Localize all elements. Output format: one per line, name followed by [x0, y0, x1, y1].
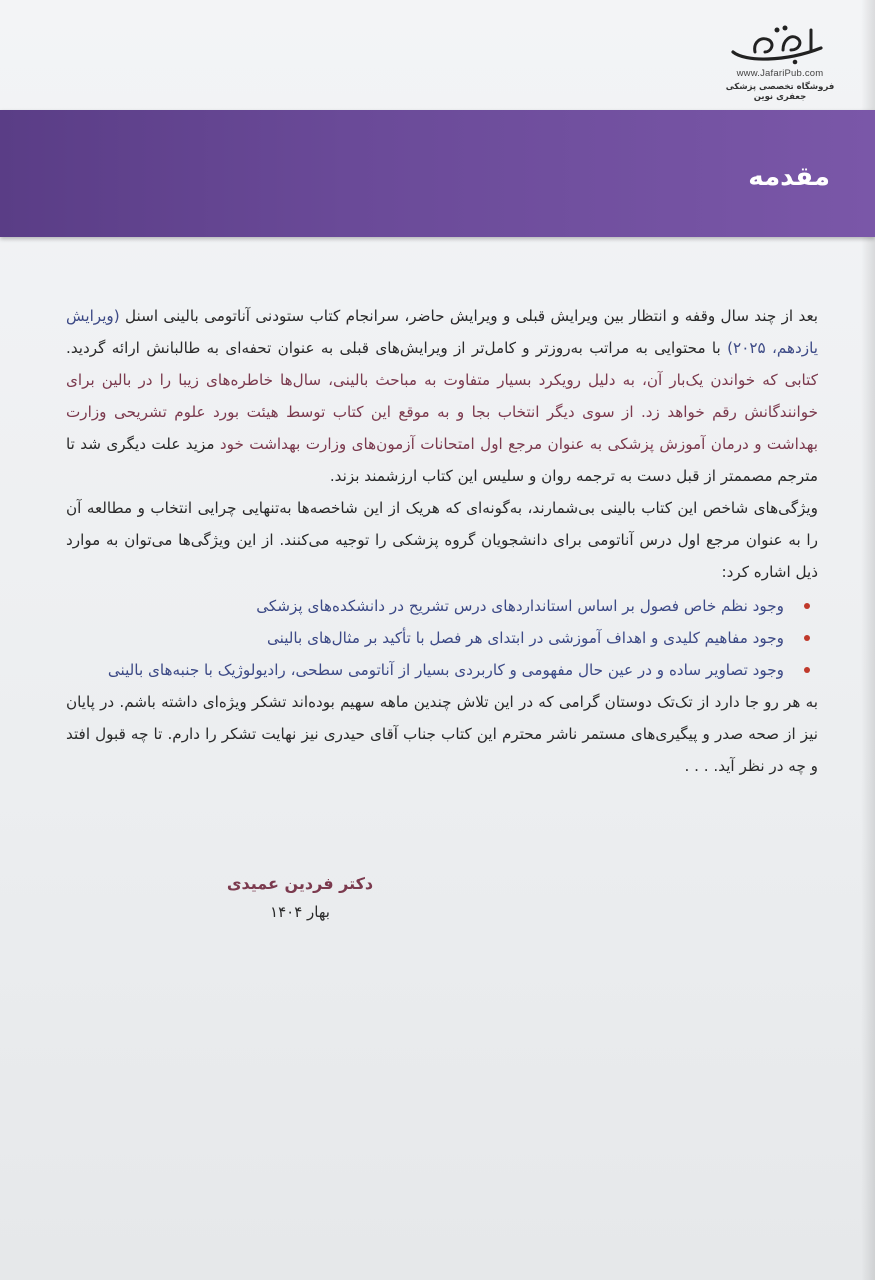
- edition-note: (ویرایش یازدهم، ۲۰۲۵): [66, 307, 818, 357]
- chapter-banner: [0, 110, 875, 237]
- page-title: مقدمه: [748, 162, 830, 192]
- bullet-icon: [804, 667, 810, 673]
- list-item-text: وجود مفاهیم کلیدی و اهداف آموزشی در ابتدای هر فصل با تأکید بر مثال‌های بالینی: [266, 629, 784, 647]
- signature-date: بهار ۱۴۰۴: [270, 903, 330, 921]
- jafari-logo-icon: [725, 22, 835, 66]
- feature-list: [66, 590, 818, 686]
- list-item: [66, 590, 818, 622]
- publisher-tagline: فروشگاه تخصصی پزشکی جعفری نوین: [725, 82, 835, 102]
- bullet-icon: [804, 635, 810, 641]
- list-item: [66, 622, 818, 654]
- bullet-icon: [804, 603, 810, 609]
- paragraph-intro: [66, 300, 818, 492]
- paragraph-features: ویژگی‌های شاخص این کتاب بالینی بی‌شمارند، به‌گونه‌ای که هریک از این شاخصه‌ها به‌تنهایی چرایی انتخاب و مطالعه آن را به عنوان مرجع اول درس آناتومی برای دانشجویان گروه پزشکی را توجیه می‌کنند. از این ویژگی‌ها می‌توان به موارد ذیل اشاره کرد:: [66, 499, 818, 581]
- publisher-logo: [715, 22, 845, 102]
- intro-text-4: مزید علت دیگری شد تا مترجم مصممتر از قبل دست به ترجمه روان و سلیس این کتاب ارزشمند بزند.: [66, 435, 818, 485]
- list-item-text: وجود تصاویر ساده و در عین حال مفهومی و کاربردی بسیار از آناتومی سطحی، رادیولوژیک با جنبه‌های بالینی: [107, 661, 784, 679]
- intro-text-3: کتابی که خواندن یک‌بار آن، به دلیل رویکرد بسیار متفاوت به مباحث بالینی، سال‌ها خاطره‌های زیبا را در بالین برای خوانندگانش رقم خواهد زد. از سوی دیگر انتخاب بجا و به موقع این کتاب توسط هیئت بورد علوم تشریحی وزارت بهداشت و درمان آموزش پزشکی به عنوان مرجع اول امتحانات آزمون‌های وزارت بهداشت خود: [66, 371, 818, 453]
- signature-block: [0, 874, 600, 921]
- list-item: [66, 654, 818, 686]
- publisher-url: www.JafariPub.com: [736, 68, 824, 79]
- intro-text-1: بعد از چند سال وقفه و انتظار بین ویرایش قبلی و ویرایش حاضر، سرانجام کتاب ستودنی آناتومی بالینی اسنل: [125, 307, 819, 325]
- main-text: [66, 300, 818, 782]
- list-item-text: وجود نظم خاص فصول بر اساس استانداردهای درس تشریح در دانشکده‌های پزشکی: [256, 597, 784, 615]
- paragraph-thanks: به هر رو جا دارد از تک‌تک دوستان گرامی که در این تلاش چندین ماهه سهیم بوده‌اند تشکر ویژه‌ای داشته باشم. در پایان نیز از صحه صدر و پیگیری‌های مستمر ناشر محترم این کتاب جناب آقای حیدری نیز نهایت تشکر را دارم. تا چه قبول افتد و چه در نظر آید. . . .: [66, 693, 818, 775]
- author-name: دکتر فردین عمیدی: [226, 874, 374, 893]
- intro-text-2: با محتوایی به مراتب به‌روزتر و کامل‌تر از ویرایش‌های قبلی به عنوان تحفه‌ای به طالبانش ارائه گردید.: [66, 339, 728, 357]
